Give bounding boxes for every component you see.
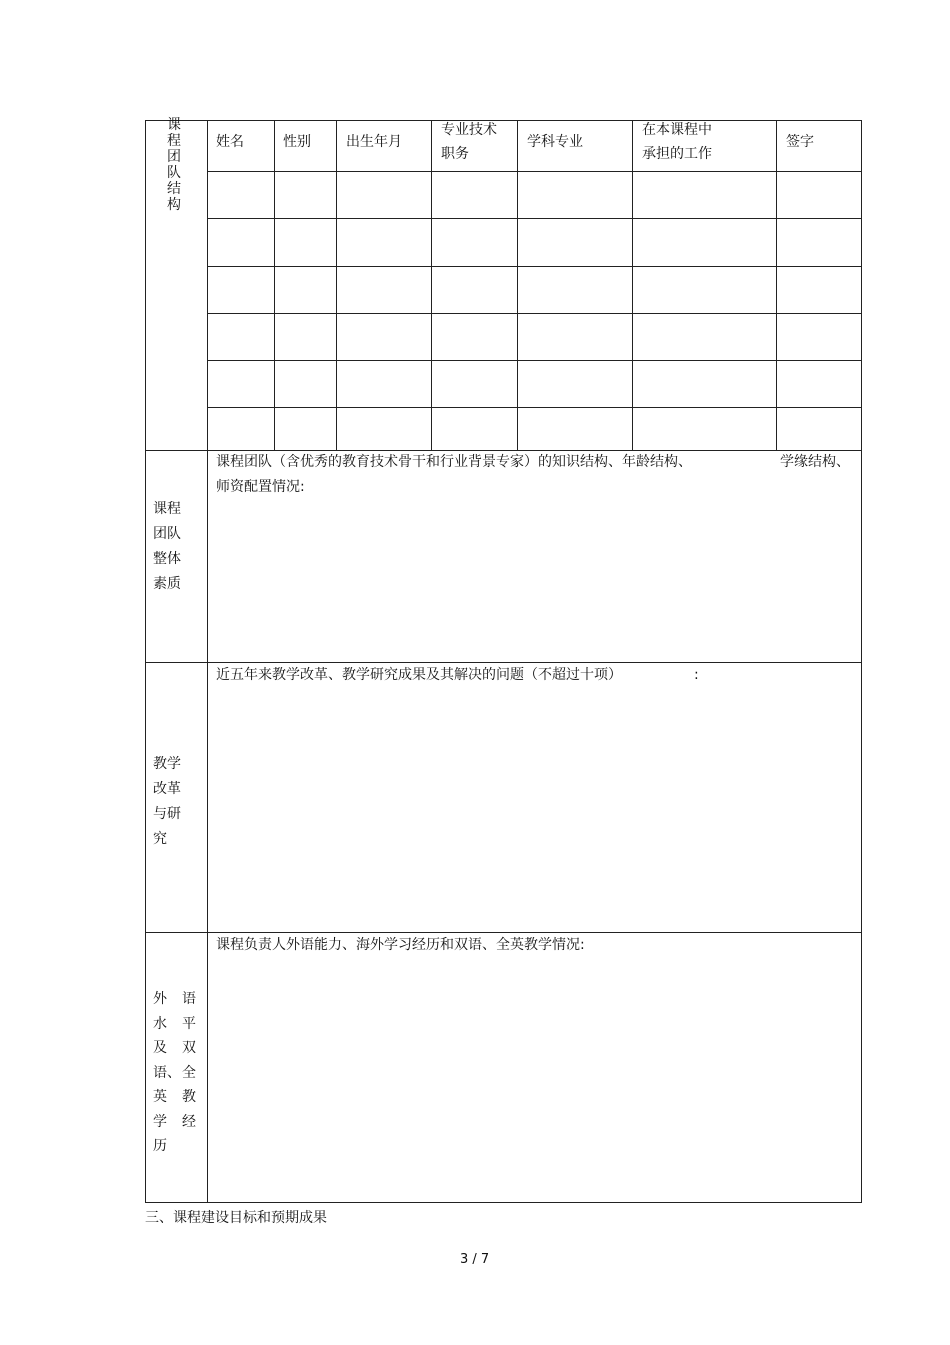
page-number: 3 / 7	[460, 1252, 490, 1267]
header-major: 学科专业	[527, 134, 583, 150]
team-quality-prompt-tail: 学缘结构、	[780, 454, 850, 470]
teaching-reform-field[interactable]	[208, 690, 861, 932]
table-top-border	[145, 120, 862, 121]
team-quality-label: 课程 团队 整体 素质	[153, 501, 181, 592]
header-name: 姓名	[216, 134, 244, 150]
section-heading: 三、课程建设目标和预期成果	[145, 1210, 327, 1226]
header-work-line2: 承担的工作	[642, 146, 712, 162]
teaching-reform-prompt-colon: :	[694, 667, 699, 683]
teaching-reform-prompt: 近五年来教学改革、教学研究成果及其解决的问题（不超过十项）	[216, 667, 622, 683]
teaching-reform-label: 教学 改革 与研 究	[153, 756, 181, 847]
team-structure-label: 课 程 团 队 结 构	[167, 117, 181, 213]
header-signature: 签字	[786, 134, 814, 150]
foreign-language-prompt: 课程负责人外语能力、海外学习经历和双语、全英教学情况:	[216, 937, 585, 953]
header-work-line1: 在本课程中	[642, 122, 712, 138]
team-member-row[interactable]	[208, 361, 861, 407]
team-member-row[interactable]	[208, 172, 861, 218]
foreign-language-field[interactable]	[208, 960, 861, 1202]
header-title-line1: 专业技术	[441, 122, 497, 138]
section-divider-team-quality	[145, 450, 862, 451]
team-member-row[interactable]	[208, 267, 861, 313]
foreign-language-label: 外 语 水 平 及 双 语、 全 英 教 学 经 历	[153, 991, 196, 1154]
header-gender: 性别	[283, 134, 311, 150]
section-divider-teaching-reform	[145, 662, 862, 663]
header-title-line2: 职务	[441, 146, 469, 162]
team-quality-prompt-line2: 师资配置情况:	[216, 479, 305, 495]
team-quality-prompt: 课程团队（含优秀的教育技术骨干和行业背景专家）的知识结构、年龄结构、	[216, 454, 692, 470]
table-bottom-border	[145, 1202, 862, 1203]
team-member-row[interactable]	[208, 408, 861, 450]
team-member-row[interactable]	[208, 219, 861, 266]
team-quality-field[interactable]	[208, 500, 861, 662]
section-divider-foreign-language	[145, 932, 862, 933]
team-member-row[interactable]	[208, 314, 861, 360]
header-birth: 出生年月	[346, 134, 402, 150]
